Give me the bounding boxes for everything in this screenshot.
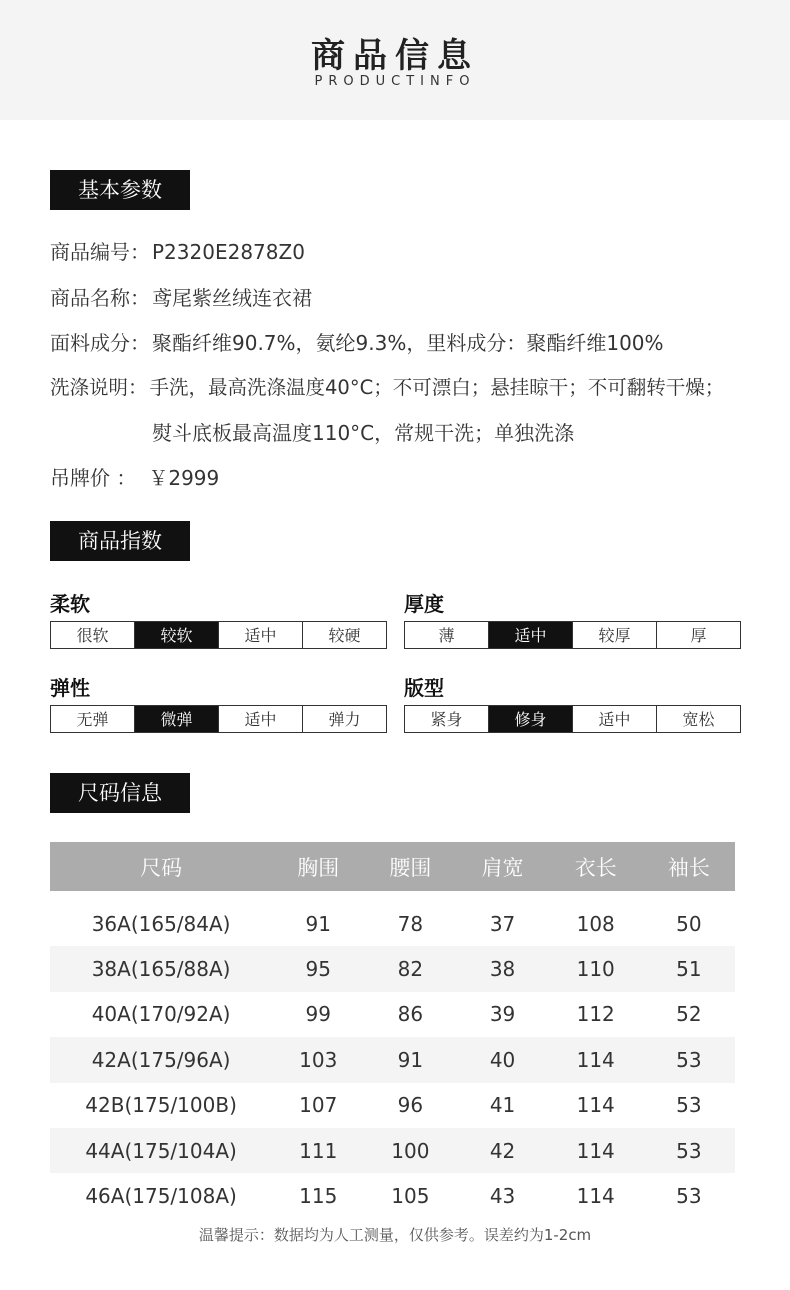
table-cell: 53	[676, 1184, 702, 1209]
info-label: 面料成分：	[50, 331, 150, 355]
table-cell: 44A(175/104A)	[50, 1128, 272, 1173]
scale-option: 较硬	[328, 626, 361, 645]
table-cell: 108	[576, 911, 615, 936]
table-cell: 111	[272, 1128, 364, 1173]
table-cell: 107	[299, 1093, 338, 1118]
table-row	[50, 901, 735, 946]
scale-option: 弹力	[328, 710, 361, 729]
column-header-length: 衣长	[549, 842, 643, 891]
table-cell: 115	[299, 1184, 338, 1209]
scale-option: 很软	[51, 622, 135, 648]
info-row-wash	[50, 372, 724, 400]
table-cell: 38A(165/88A)	[50, 946, 272, 991]
table-cell: 114	[576, 1093, 615, 1118]
table-cell: 38	[456, 946, 548, 991]
info-label: 洗涤说明：	[50, 376, 148, 399]
table-spacer	[50, 891, 735, 901]
table-cell: 82	[364, 946, 456, 991]
section-tag-size: 尺码信息	[50, 773, 190, 813]
table-cell: 42A(175/96A)	[50, 1037, 272, 1082]
scale-option: 厚	[690, 626, 707, 645]
table-cell: 114	[576, 1184, 615, 1209]
table-cell: 114	[549, 1037, 643, 1082]
column-header-sleeve: 袖长	[643, 842, 735, 891]
scale-option: 微弹	[135, 706, 219, 732]
section-tag-basic: 基本参数	[50, 170, 190, 210]
info-row-name	[50, 282, 312, 311]
table-row	[50, 1128, 735, 1173]
table-cell: 41	[489, 1093, 516, 1118]
table-cell: 40	[456, 1037, 548, 1082]
scale-option: 薄	[405, 622, 489, 648]
scale-fit	[404, 705, 741, 733]
info-label: 商品编号：	[50, 240, 150, 264]
table-cell: 52	[676, 1002, 702, 1027]
column-header-shoulder: 肩宽	[456, 842, 548, 891]
scale-option: 适中	[489, 622, 573, 648]
info-row-code	[50, 236, 305, 265]
scale-option: 适中	[219, 622, 303, 648]
table-cell: 42	[456, 1128, 548, 1173]
size-table	[50, 842, 735, 1219]
table-cell: 40A(170/92A)	[91, 1002, 231, 1027]
table-cell: 96	[397, 1093, 424, 1118]
table-cell: 103	[272, 1037, 364, 1082]
column-header-waist: 腰围	[364, 842, 456, 891]
info-label: 商品名称：	[50, 286, 150, 310]
table-cell: 46A(175/108A)	[85, 1184, 237, 1209]
scale-option: 较厚	[573, 622, 657, 648]
scale-option: 无弹	[51, 706, 135, 732]
table-cell: 95	[272, 946, 364, 991]
table-cell: 110	[549, 946, 643, 991]
table-cell: 99	[305, 1002, 331, 1027]
table-cell: 105	[391, 1184, 430, 1209]
info-row-fabric	[50, 327, 664, 356]
info-row-price	[50, 462, 219, 491]
info-value: 聚酯纤维90.7%，氨纶9.3%，里料成分：聚酯纤维100%	[152, 331, 664, 355]
table-cell: 43	[489, 1184, 516, 1209]
info-label: 吊牌价 ：	[50, 466, 137, 490]
table-row	[50, 946, 735, 991]
size-table-header	[50, 842, 735, 891]
table-cell: 50	[676, 911, 702, 936]
size-note: 温馨提示：数据均为人工测量，仅供参考。误差约为1-2cm	[198, 1226, 592, 1244]
scale-option: 宽松	[682, 710, 715, 729]
page-subtitle: PRODUCTINFO	[314, 74, 476, 89]
info-value: 熨斗底板最高温度110°C，常规干洗；单独洗涤	[152, 421, 575, 445]
table-cell: 39	[489, 1002, 516, 1027]
column-header-chest: 胸围	[272, 842, 364, 891]
page-title: 商品信息	[311, 36, 479, 76]
table-row	[50, 1083, 735, 1128]
page-header	[0, 0, 790, 120]
table-cell: 36A(165/84A)	[91, 911, 231, 936]
table-cell: 91	[364, 1037, 456, 1082]
table-cell: 114	[549, 1128, 643, 1173]
table-cell: 37	[489, 911, 516, 936]
index-label-softness: 柔软	[50, 592, 90, 616]
table-cell: 100	[364, 1128, 456, 1173]
info-value: ￥2999	[148, 466, 220, 490]
scale-option: 紧身	[405, 706, 489, 732]
scale-thickness	[404, 621, 741, 649]
index-label-thickness: 厚度	[404, 592, 444, 616]
column-header-size: 尺码	[50, 842, 272, 891]
table-row	[50, 1173, 735, 1218]
section-tag-index: 商品指数	[50, 521, 190, 561]
scale-option: 修身	[489, 706, 573, 732]
info-row-wash-cont	[152, 417, 574, 446]
table-cell: 112	[576, 1002, 615, 1027]
table-cell: 53	[676, 1093, 702, 1118]
table-cell: 53	[643, 1128, 735, 1173]
scale-elasticity	[50, 705, 387, 733]
info-value: P2320E2878Z0	[152, 240, 305, 264]
scale-softness	[50, 621, 387, 649]
table-cell: 51	[643, 946, 735, 991]
scale-option: 较软	[135, 622, 219, 648]
info-value: 手洗，最高洗涤温度40°C；不可漂白；悬挂晾干；不可翻转干燥；	[149, 376, 725, 399]
index-label-fit: 版型	[404, 676, 444, 700]
table-row	[50, 1037, 735, 1082]
scale-option: 适中	[219, 706, 303, 732]
table-cell: 91	[305, 911, 331, 936]
table-row	[50, 992, 735, 1037]
table-cell: 86	[397, 1002, 424, 1027]
index-label-elasticity: 弹性	[50, 676, 90, 700]
scale-option: 适中	[573, 706, 657, 732]
table-cell: 53	[643, 1037, 735, 1082]
table-cell: 42B(175/100B)	[85, 1093, 237, 1118]
table-cell: 78	[397, 911, 424, 936]
info-value: 鸢尾紫丝绒连衣裙	[152, 286, 312, 310]
